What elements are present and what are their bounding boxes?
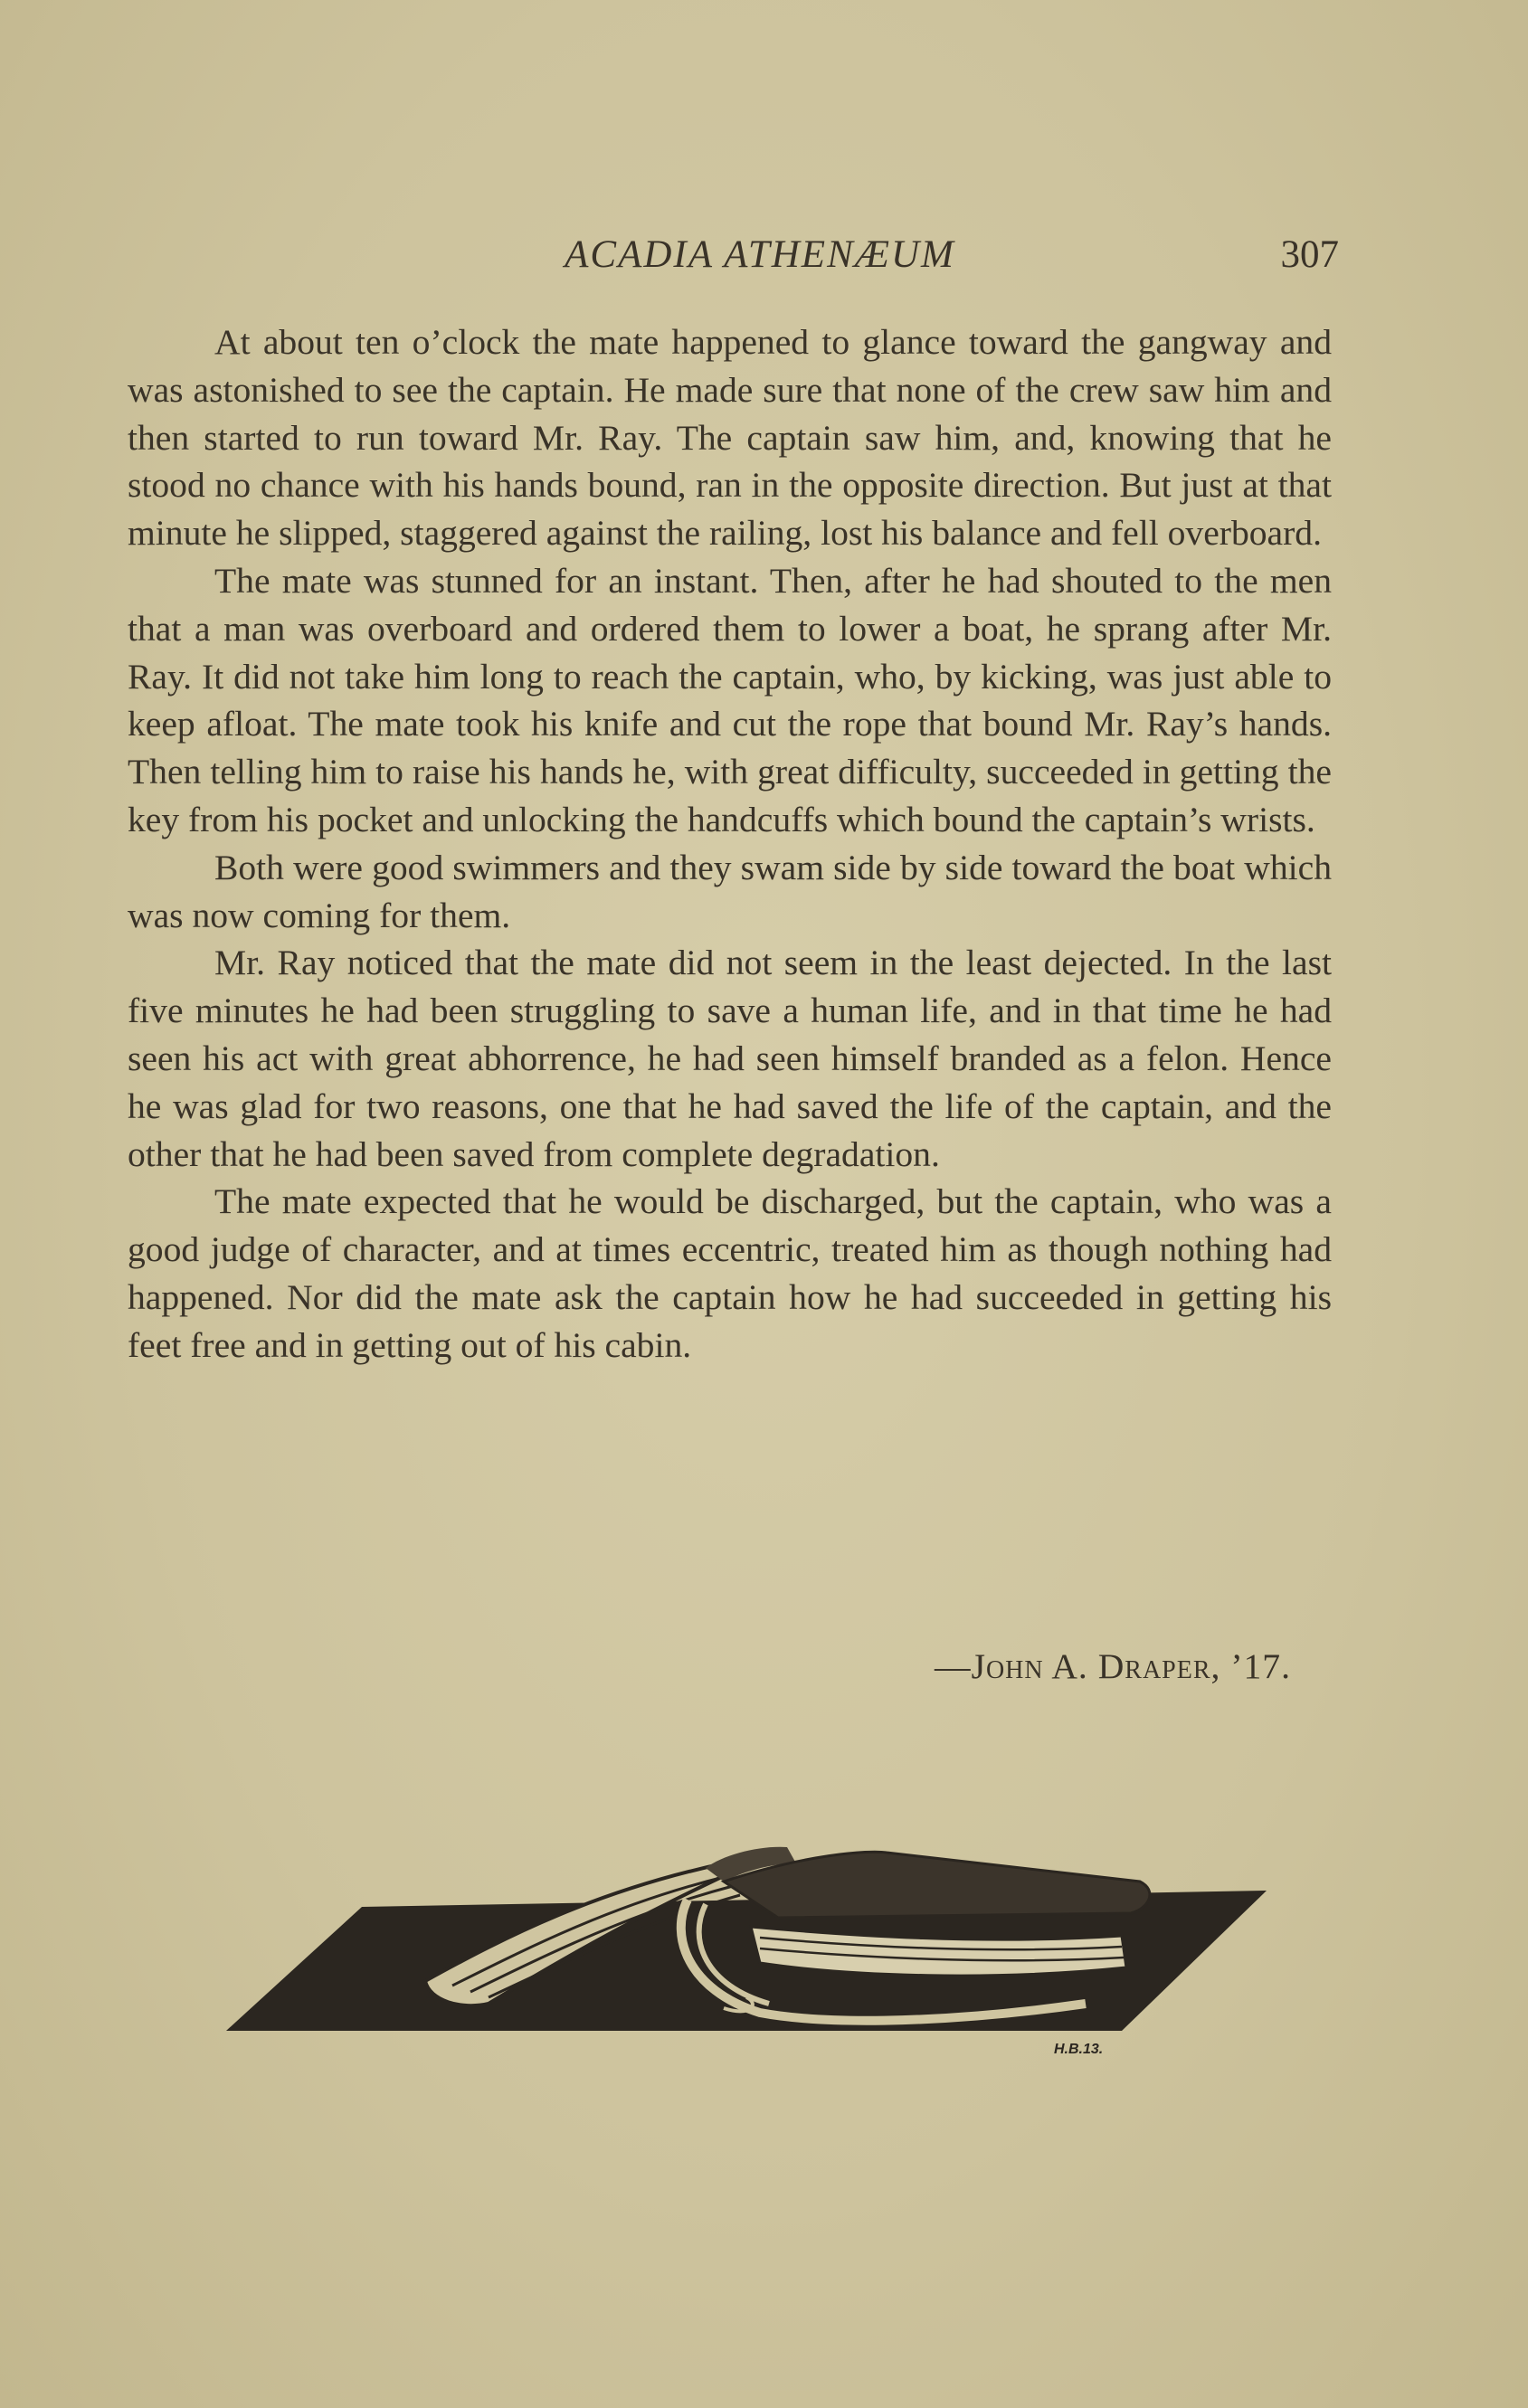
signature-dash: — — [934, 1646, 972, 1686]
author-name: John A. Draper — [971, 1646, 1211, 1686]
author-year: , ’17. — [1210, 1646, 1291, 1686]
paragraph: The mate expected that he would be discharged, but the captain, who was a good judge of character, and at times eccentric, treated him as though nothing had happened. Nor did the mate ask the captain how he had succeeded in getting his feet free and in getting out of his cabin. — [128, 1181, 1332, 1365]
journal-title: ACADIA ATHENÆUM — [565, 233, 955, 276]
paragraph: The mate was stunned for an instant. Then, after he had shouted to the men that a man was overboard and ordered them to lower a boat, he sprang after Mr. Ray. It did not take him long to reach the captain, who, by kicking, was just able to keep afloat. The mate took his knife and cut the rope that bound Mr. Ray’s hands. Then telling him to raise his hands he, with great difficulty, succeeded in getting the key from his pocket and unlocking the handcuffs which bound the captain’s wrists. — [128, 560, 1332, 839]
paragraph: Mr. Ray noticed that the mate did not seem in the least dejected. In the last five minutes he had been struggling to save a human life, and in that time he had seen his act with great abhorrence, he had seen himself branded as a felon. Hence he was glad for two reasons, one that he had saved the life of the captain, and the other that he had been saved from complete degradation. — [128, 943, 1332, 1174]
story-text — [128, 318, 1332, 1370]
page-number: 307 — [1280, 233, 1339, 276]
paragraph: At about ten o’clock the mate happened to glance toward the gangway and was astonished to see the captain. He made sure that none of the crew saw him and then started to run toward Mr. Ray. The captain saw him, and, knowing that he stood no chance with his hands bound, ran in the opposite direction. But just at that minute he slipped, staggered against the railing, lost his balance and fell overboard. — [128, 322, 1332, 554]
author-signature — [935, 1639, 1291, 1693]
running-head — [127, 228, 1339, 282]
artist-initials: H.B.13. — [1054, 2042, 1104, 2057]
paragraph: Both were good swimmers and they swam side by side toward the boat which was now coming for them. — [128, 847, 1332, 935]
open-book-icon — [217, 1800, 1276, 2062]
